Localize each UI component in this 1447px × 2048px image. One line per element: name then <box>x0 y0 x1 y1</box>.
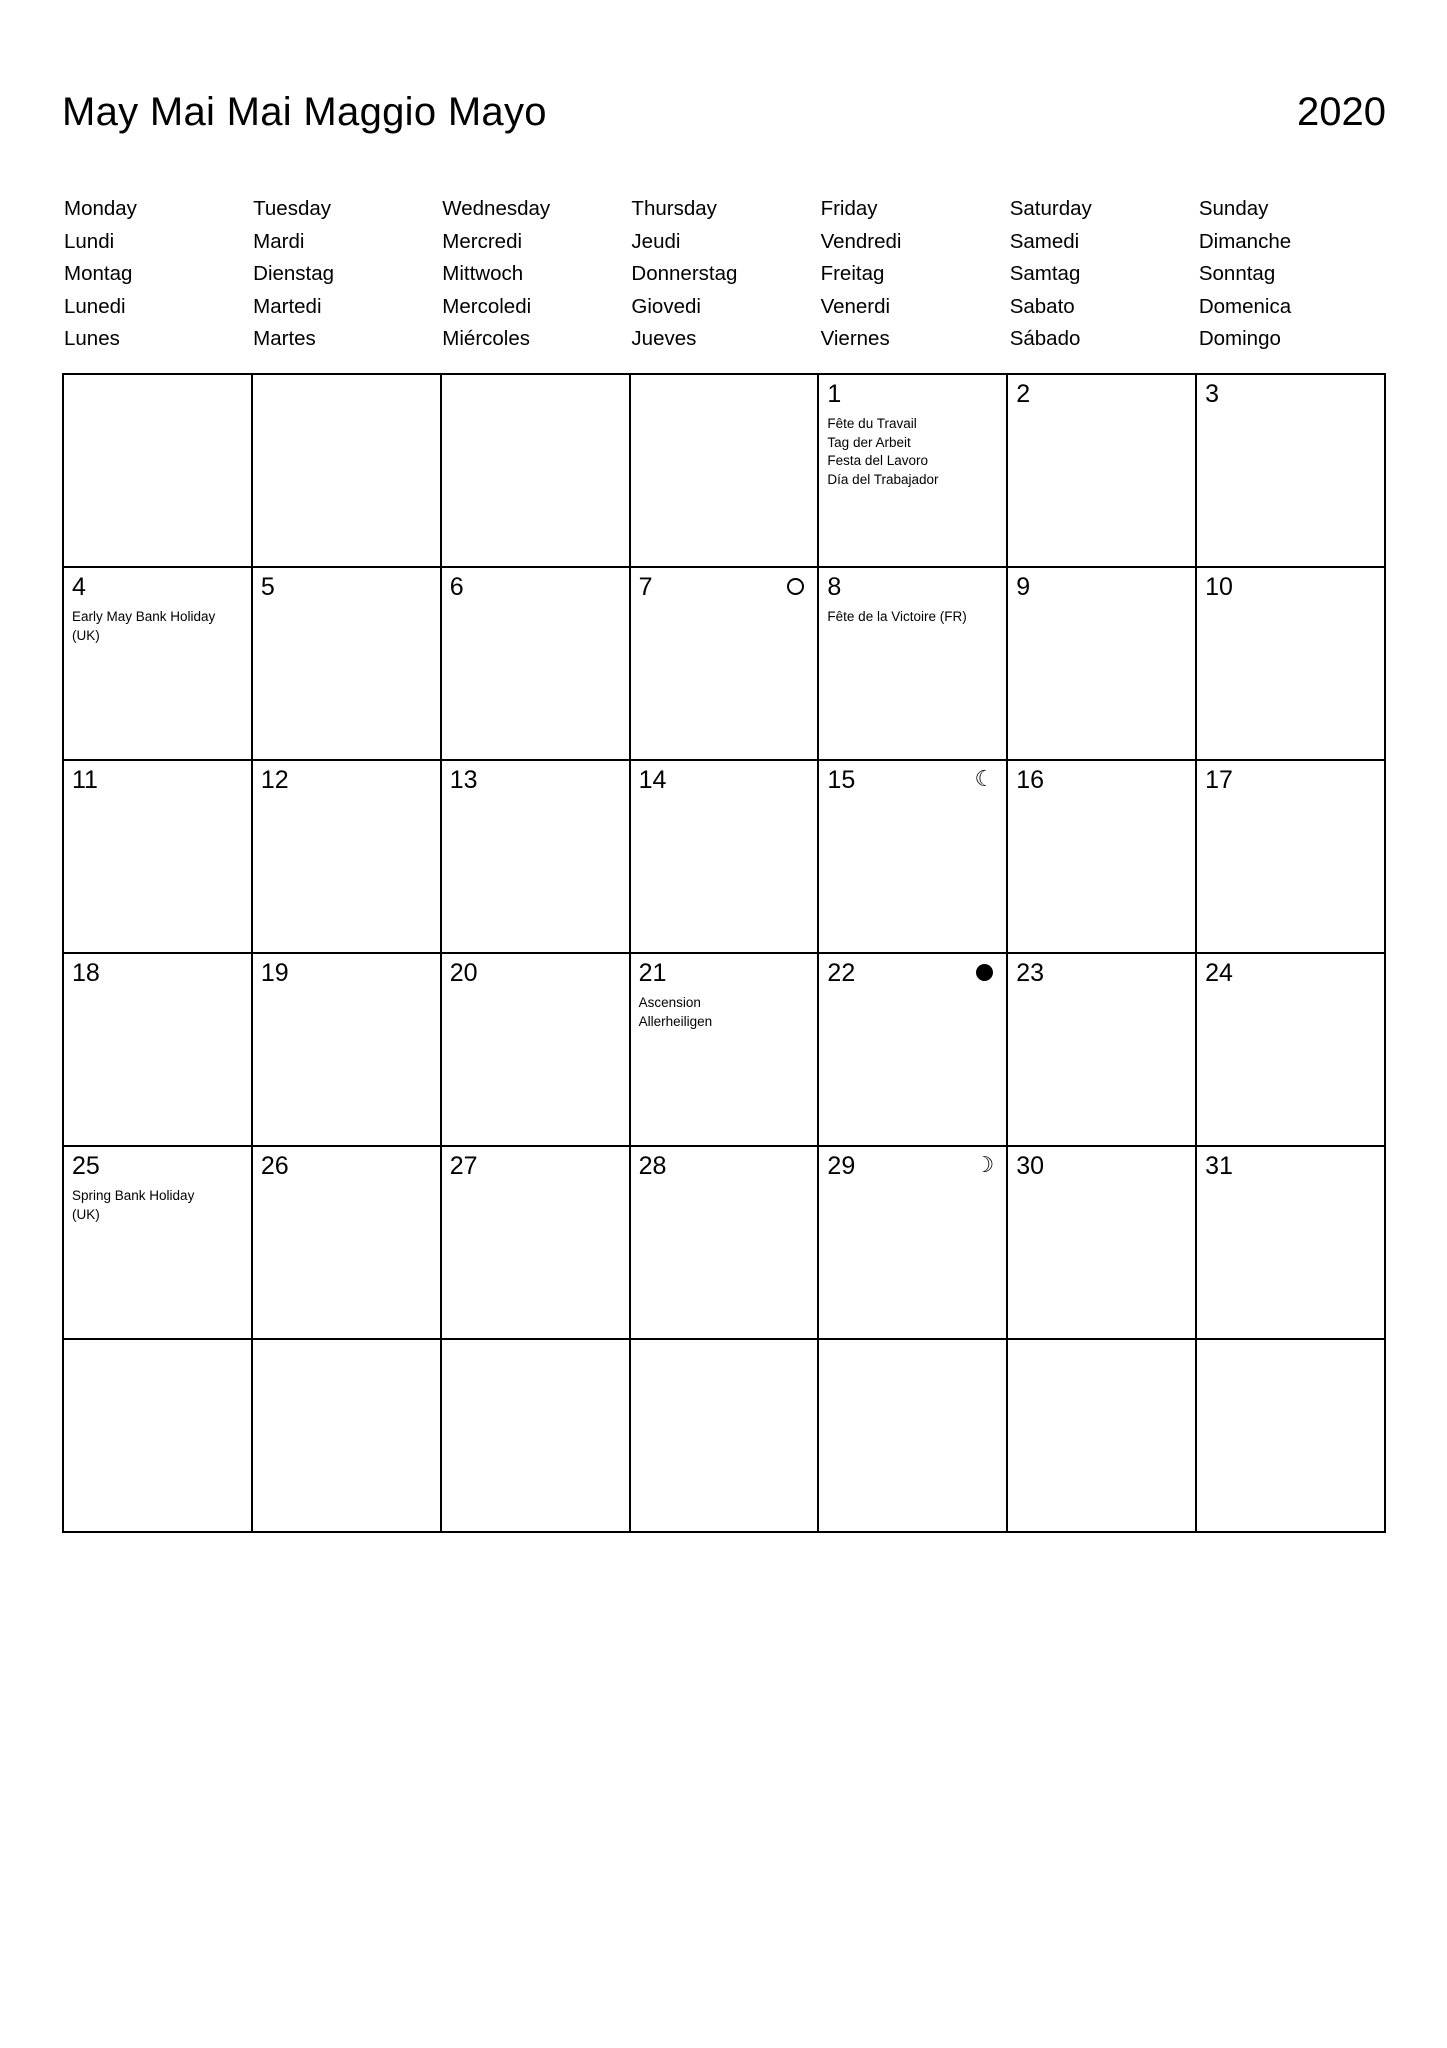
weekday-name-it: Martedi <box>253 294 322 318</box>
day-number: 3 <box>1205 380 1220 408</box>
day-cell-header <box>261 574 432 602</box>
weekday-header-cell <box>819 193 1008 356</box>
weekday-name-fr: Mercredi <box>442 229 523 253</box>
day-number: 8 <box>827 573 842 601</box>
weekday-name-es: Sábado <box>1009 327 1081 350</box>
day-cell-header <box>639 960 810 988</box>
weekday-name-it: Sabato <box>1009 294 1075 318</box>
day-cell[interactable] <box>1197 568 1386 761</box>
day-number: 10 <box>1205 573 1233 601</box>
weekday-name-fr: Samedi <box>1009 229 1080 253</box>
day-cell[interactable] <box>1008 954 1197 1147</box>
weekday-name-de: Donnerstag <box>631 262 738 285</box>
day-number: 25 <box>72 1152 100 1180</box>
empty-day-cell[interactable] <box>253 1340 442 1533</box>
new-moon-icon <box>976 964 993 981</box>
weekday-name-es: Viernes <box>820 327 890 350</box>
day-number: 28 <box>638 1152 667 1180</box>
weekday-name-en: Saturday <box>1009 197 1092 220</box>
day-cell-header <box>1016 381 1187 409</box>
weekday-name-es: Martes <box>253 327 316 350</box>
day-cell-header <box>1016 574 1187 602</box>
day-cell[interactable] <box>253 954 442 1147</box>
event-label: Early May Bank Holiday <box>72 609 216 624</box>
day-cell-header <box>1016 960 1187 988</box>
weekday-name-it: Giovedi <box>631 294 701 318</box>
day-cell-header <box>639 767 810 795</box>
day-number: 4 <box>72 573 86 601</box>
empty-day-cell[interactable] <box>631 375 820 568</box>
day-cell[interactable] <box>442 1147 631 1340</box>
day-cell-header <box>1205 1153 1376 1181</box>
day-cell[interactable] <box>1197 761 1386 954</box>
day-events <box>639 994 810 1031</box>
last-quarter-moon-icon: ☾ <box>974 766 995 791</box>
weekday-header-row <box>62 193 1386 356</box>
weekday-name-es: Lunes <box>64 327 120 350</box>
day-cell[interactable] <box>64 761 253 954</box>
day-cell-header <box>1205 960 1376 988</box>
day-cell-header <box>1205 381 1376 409</box>
day-number: 19 <box>260 959 289 987</box>
empty-day-cell[interactable] <box>253 375 442 568</box>
day-cell[interactable] <box>64 1147 253 1340</box>
event-label: Tag der Arbeit <box>827 434 911 450</box>
empty-day-cell[interactable] <box>1197 1340 1386 1533</box>
weekday-name-es: Miércoles <box>442 327 530 350</box>
event-label: Festa del Lavoro <box>827 453 928 468</box>
weekday-name-it: Domenica <box>1198 294 1292 318</box>
day-number: 7 <box>638 573 653 601</box>
weekday-name-it: Venerdi <box>820 294 891 318</box>
day-cell[interactable] <box>442 761 631 954</box>
day-cell-header <box>261 767 432 795</box>
day-cell[interactable] <box>819 568 1008 761</box>
day-number: 24 <box>1205 959 1233 987</box>
day-cell-header <box>639 574 810 602</box>
year-label: 2020 <box>1297 90 1386 134</box>
day-cell-header <box>827 1153 998 1181</box>
day-number: 5 <box>260 573 275 601</box>
empty-day-cell[interactable] <box>631 1340 820 1533</box>
day-cell-header <box>639 1153 810 1181</box>
day-number: 13 <box>449 766 478 794</box>
weekday-name-it: Lunedi <box>64 294 126 318</box>
weekday-header-cell <box>251 193 440 356</box>
day-cell-header <box>261 1153 432 1181</box>
empty-day-cell[interactable] <box>64 375 253 568</box>
weekday-name-en: Monday <box>64 197 137 220</box>
calendar-header <box>62 92 1386 132</box>
day-cell-header <box>1205 767 1376 795</box>
day-cell[interactable] <box>64 954 253 1147</box>
weekday-name-en: Wednesday <box>442 197 551 220</box>
weekday-name-fr: Mardi <box>253 229 305 253</box>
day-cell[interactable] <box>631 1147 820 1340</box>
day-cell[interactable] <box>819 375 1008 568</box>
day-cell-header <box>827 574 998 602</box>
day-cell[interactable] <box>1008 1147 1197 1340</box>
day-cell[interactable] <box>631 761 820 954</box>
day-cell-header <box>261 960 432 988</box>
day-cell-header <box>1205 574 1376 602</box>
empty-day-cell[interactable] <box>442 1340 631 1533</box>
day-cell-header <box>72 767 243 795</box>
day-cell[interactable] <box>442 568 631 761</box>
day-cell[interactable] <box>631 954 820 1147</box>
day-number: 18 <box>72 959 100 987</box>
event-label: Fête de la Victoire (FR) <box>827 609 967 624</box>
day-number: 14 <box>638 766 667 794</box>
full-moon-icon <box>787 578 804 595</box>
weekday-name-fr: Dimanche <box>1198 229 1292 253</box>
empty-day-cell[interactable] <box>442 375 631 568</box>
weekday-name-de: Sonntag <box>1198 262 1276 285</box>
day-events <box>72 608 243 645</box>
day-cell-header <box>72 574 243 602</box>
day-events <box>827 415 998 489</box>
day-number: 2 <box>1016 380 1031 408</box>
day-number: 12 <box>260 766 289 794</box>
weekday-name-de: Dienstag <box>253 262 335 285</box>
day-number: 6 <box>449 573 464 601</box>
day-cell-header <box>450 1153 621 1181</box>
day-number: 30 <box>1016 1152 1045 1180</box>
event-label: (UK) <box>72 1206 100 1222</box>
day-cell[interactable] <box>819 761 1008 954</box>
day-number: 16 <box>1016 766 1045 794</box>
day-cell[interactable] <box>1197 1147 1386 1340</box>
weekday-name-de: Samtag <box>1009 262 1081 285</box>
day-number: 27 <box>449 1152 478 1180</box>
day-cell[interactable] <box>253 761 442 954</box>
empty-day-cell[interactable] <box>64 1340 253 1533</box>
day-number: 11 <box>72 766 98 794</box>
event-label: Ascension <box>638 995 701 1010</box>
day-number: 22 <box>827 959 856 987</box>
weekday-name-de: Montag <box>64 262 133 285</box>
day-cell[interactable] <box>1197 375 1386 568</box>
day-cell-header <box>72 960 243 988</box>
day-number: 26 <box>260 1152 289 1180</box>
day-cell-header <box>1016 1153 1187 1181</box>
day-cell[interactable] <box>64 568 253 761</box>
day-cell-header <box>827 381 998 409</box>
weekday-name-en: Friday <box>820 197 878 220</box>
weekday-header-cell <box>1197 193 1386 356</box>
day-cell[interactable] <box>1008 375 1197 568</box>
empty-day-cell[interactable] <box>1008 1340 1197 1533</box>
day-cell-header <box>450 574 621 602</box>
day-number: 21 <box>638 959 667 987</box>
day-cell[interactable] <box>442 954 631 1147</box>
weekday-name-de: Mittwoch <box>442 262 524 285</box>
weekday-name-en: Tuesday <box>253 197 332 220</box>
day-cell-header <box>827 767 998 795</box>
day-events <box>72 1187 243 1224</box>
event-label: (UK) <box>72 627 100 643</box>
day-cell-header <box>450 767 621 795</box>
empty-day-cell[interactable] <box>819 1340 1008 1533</box>
weekday-header-cell <box>629 193 818 356</box>
day-number: 31 <box>1205 1152 1233 1180</box>
day-number: 9 <box>1016 573 1031 601</box>
weekday-name-es: Jueves <box>631 327 697 350</box>
day-cell[interactable] <box>1197 954 1386 1147</box>
day-cell-header <box>827 960 998 988</box>
event-label: Spring Bank Holiday <box>72 1188 195 1203</box>
day-cell[interactable] <box>1008 568 1197 761</box>
weekday-header-cell <box>440 193 629 356</box>
weekday-name-en: Sunday <box>1198 197 1269 220</box>
weekday-name-fr: Lundi <box>64 229 115 253</box>
weekday-name-fr: Jeudi <box>631 229 681 253</box>
day-cell[interactable] <box>253 568 442 761</box>
day-cell[interactable] <box>1008 761 1197 954</box>
weekday-name-es: Domingo <box>1198 327 1281 350</box>
day-cell-header <box>1016 767 1187 795</box>
event-label: Fête du Travail <box>827 416 917 431</box>
day-number: 23 <box>1016 959 1045 987</box>
day-cell[interactable] <box>631 568 820 761</box>
event-label: Allerheiligen <box>638 1013 713 1029</box>
calendar-grid <box>62 373 1386 1533</box>
day-cell[interactable] <box>819 1147 1008 1340</box>
weekday-name-en: Thursday <box>631 197 717 220</box>
day-number: 29 <box>827 1152 856 1180</box>
day-events <box>827 608 998 627</box>
weekday-header-cell <box>62 193 251 356</box>
event-label: Día del Trabajador <box>827 471 939 487</box>
weekday-name-de: Freitag <box>820 262 885 285</box>
day-cell-header <box>72 1153 243 1181</box>
weekday-name-fr: Vendredi <box>820 229 902 253</box>
weekday-header-cell <box>1008 193 1197 356</box>
first-quarter-moon-icon: ☽ <box>974 1152 995 1177</box>
day-cell[interactable] <box>819 954 1008 1147</box>
day-cell-header <box>450 960 621 988</box>
day-number: 1 <box>827 380 842 408</box>
day-number: 17 <box>1205 766 1233 794</box>
day-cell[interactable] <box>253 1147 442 1340</box>
day-number: 15 <box>827 766 856 794</box>
page-title: May Mai Mai Maggio Mayo <box>62 90 547 134</box>
day-number: 20 <box>449 959 478 987</box>
weekday-name-it: Mercoledi <box>442 294 532 318</box>
